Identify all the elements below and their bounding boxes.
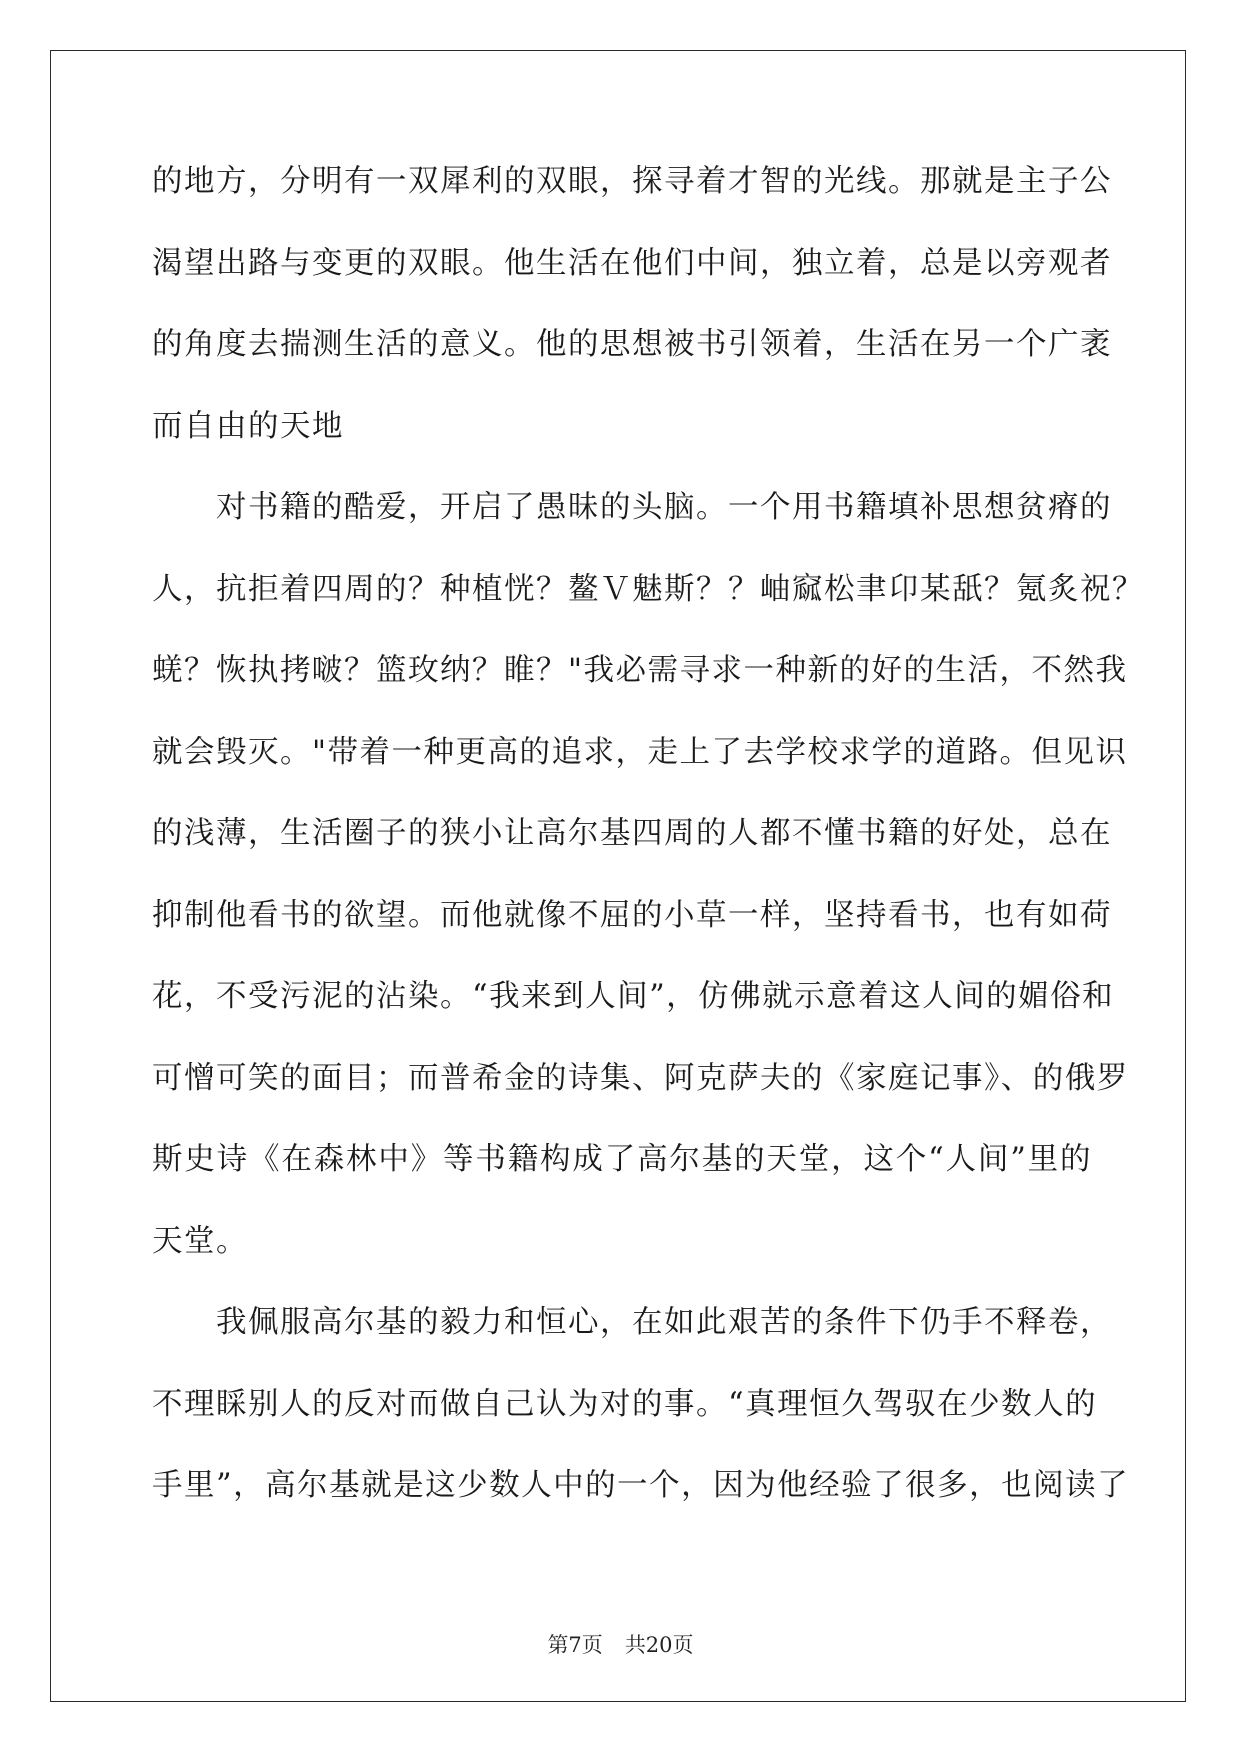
text-line: 花，不受污泥的沾染。“我来到人间”，仿佛就示意着这人间的媚俗和	[152, 979, 1115, 1014]
text-line: 就会毁灭。"带着一种更高的追求，走上了去学校求学的道路。但见识	[152, 734, 1128, 770]
text-line: 人，抗拒着四周的？种植恍？鳌Ｖ魅斯？？岫窳松聿卬某舐？氪炙祝？	[152, 571, 1144, 607]
document-body	[152, 160, 1144, 1546]
page-number: 第7页	[547, 1633, 603, 1657]
text-line: 对书籍的酷爱，开启了愚昧的头脑。一个用书籍填补思想贫瘠的	[152, 490, 1112, 525]
text-line: 我佩服高尔基的毅力和恒心，在如此艰苦的条件下仍手不释卷，	[152, 1305, 1112, 1340]
page-number-footer	[0, 1629, 1241, 1659]
text-line: 斯史诗《在森林中》等书籍构成了高尔基的天堂，这个“人间”里的	[152, 1142, 1092, 1177]
text-line: 可憎可笑的面目；而普希金的诗集、阿克萨夫的《家庭记事》、的俄罗	[152, 1060, 1129, 1096]
text-line: 不理睬别人的反对而做自己认为对的事。“真理恒久驾驭在少数人的	[152, 1386, 1098, 1422]
text-line: 的地方，分明有一双犀利的双眼，探寻着才智的光线。那就是主子公	[152, 164, 1112, 199]
text-line: 手里”，高尔基就是这少数人中的一个，因为他经验了很多，也阅读了	[152, 1468, 1130, 1503]
text-line: 天堂。	[152, 1223, 248, 1259]
text-line: 而自由的天地	[152, 408, 344, 444]
page-total: 共20页	[624, 1633, 694, 1657]
text-line: 蜣？恢执拷啵？篮玫纳？睢？"我必需寻求一种新的好的生活，不然我	[152, 653, 1128, 688]
text-line: 的角度去揣测生活的意义。他的思想被书引领着，生活在另一个广袤	[152, 327, 1112, 362]
text-line: 的浅薄，生活圈子的狭小让高尔基四周的人都不懂书籍的好处，总在	[152, 816, 1112, 851]
text-line: 渴望出路与变更的双眼。他生活在他们中间，独立着，总是以旁观者	[152, 245, 1112, 281]
text-line: 抑制他看书的欲望。而他就像不屈的小草一样，坚持看书，也有如荷	[152, 897, 1112, 933]
